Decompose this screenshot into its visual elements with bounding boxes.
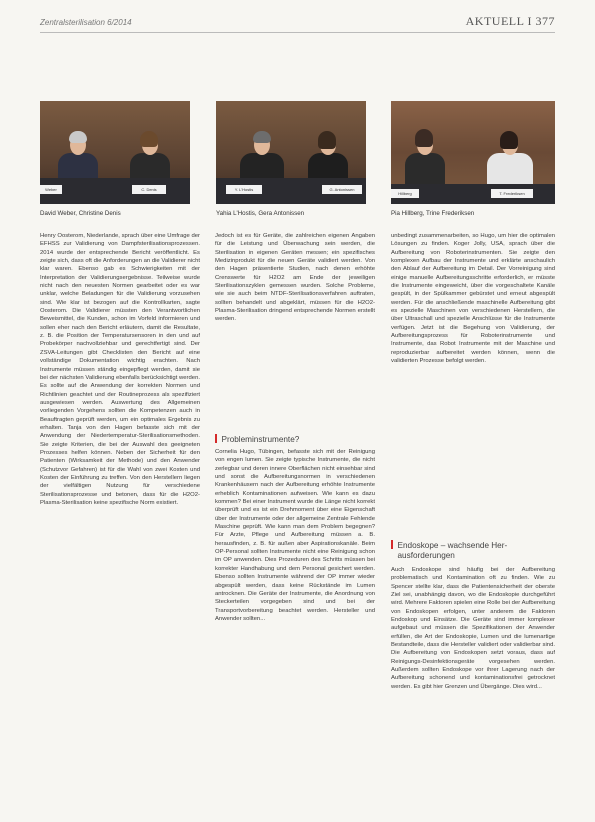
nameplate-antonissen: G. Antonissen [322, 185, 362, 194]
accent-bar [391, 540, 393, 549]
photo-hillberg-frederiksen [391, 101, 555, 204]
paragraph: unbedingt zusammenarbeiten, so Hugo, um hier die optimalen Lösungen zu finden. Koger Jolly, USA, sprach über die Aufbereitung von Roboterinstrumenten. Sie zeigte den komplexen Aufbau der Instrumente und erklärte anschaulich den Ablauf der Aufbereitung im Detail. Der Vorreinigung sind einige manuelle Aufbereitungsschritte erforderlich, er müsste die Instrumente eingeweicht, über die vorgeschaltete Kanäle gespült, in der Spülkammer gebürstet und erneut abgespült werden. Für die anschließende maschinelle Aufbereitung gibt es spezielle Maschinen von verschiedenen Herstellern, die über Ultraschall und spezielle Anschlüsse für die Instrumente verfügen. Jetzt ist die Begehung von Validierung, der Aufbereitungsprozess für Roboterinstrumente und Instrumente, das Robot Instrumente mit der Maschine und reproduzierbar aufbereitet werden können, wenn die validierten Prozesse befolgt werden. [391, 233, 555, 365]
header-rule [40, 32, 555, 33]
subheading-endoskope: Endoskope – wachsende Her- ausforderungen [391, 540, 555, 561]
nameplate-lhostis: Y. L'Hostis [226, 185, 262, 194]
caption-photo-3: Pia Hillberg, Trine Frederiksen [391, 210, 475, 217]
subheading-probleminstrumente: Probleminstrumente? [215, 434, 375, 445]
nameplate-weber: Weber [40, 185, 62, 194]
text-column-3b [391, 566, 555, 812]
section-label: AKTUELL I 377 [465, 14, 555, 28]
paragraph: Jedoch ist es für Geräte, die zahlreichen eigenen Angaben für die Leistung und Überwachung sein werden, die Sterilisation in eigenen Geräten messen; ein spezifisches Medizinprodukt für die neuen Geräte validiert werden. Von den Hagen präsentierte Studien, nach denen erhöhte Crenswerte für H2O2 am Ende der jeweiligen Sterilisationszyklen gemessen wurden. Solche Probleme, wie sie auch beim NTDF-Sterilisationsverfahren auftraten, sollten behandelt und abgeklärt, müssen für die H2O2-Plasma-Sterilisation dringend entsprechende Normen erstellt werden. [215, 233, 375, 323]
caption-photo-2: Yahia L'Hostis, Gera Antonissen [216, 210, 305, 217]
caption-photo-1: David Weber, Christine Denis [40, 210, 121, 217]
page-header [40, 14, 555, 30]
text-column-2b [215, 448, 375, 812]
paragraph: Cornelia Hugo, Tübingen, befasste sich mit der Reinigung von engen lumen. Sie zeigte typische Instrumente, die nicht zerlegbar und deren innere Oberflächen nicht einsehbar sind und sonst die Aufbereitungsnormen in verschiedenen Krankenhäusern nach der Aufbereitung erhöhte Instrumente erheblich Kontaminationen aufweisen. Wie kann es dazu kommen? Bei einer Instrument wurde die Länge nicht korrekt überprüft und es ist ein Drehmoment über eine Eigenschaft über der Instrumente oder der allgemeine Zentrale Fehlende Maschine geprüft. Wie kann man dem Problem begegnen? Für Arzte, Pflege und Aufbereitung müssen a. B. herausfinden, z. B. für außen aber Aspirationskanäle. Beim OP-Personal sollten Instrumente nicht eine Reinigung schon im OP anwenden. Dies Prozeduren des Schritts müssen bei korrekter Handhabung und dem Personal gesichert werden. Ebenso sollten Instrumente während der OP immer wieder abgespült werden, dass keine Rückstände im Lumen antrocknen. Die Geräte der Instrumente, die Anordnung von Steckerteilen vorgegeben sind und bei der Transportvorbereitung beachtet werden. Hersteller und Anwender sollten... [215, 449, 375, 622]
nameplate-frederiksen: T. Frederiksen [491, 189, 533, 198]
paragraph: Auch Endoskope sind häufig bei der Aufbereitung problematisch und Kontamination oft zu finden. Wie zu Spencer stellte klar, dass die Patientensicherheit der oberste Ziel sei, unabhängig davon, wo die Endoskopie durchgeführt wird. Mehrere Faktoren spielen eine Rolle bei der Aufbereitung von Endoskopen erfolgen, unter anderem die Faktoren Endoskop und Einsätze. Die Geräte sind immer komplexer aufgebaut und müssen die Spezifikationen der Anwender erfüllen, die Art der Endoskopie, Lumen und die lumenartige Bestandteile, dass die Hersteller validiert oder validierbar sind. Die Aufbereitung von Endoskopen setzt voraus, dass auf Reinigungs-Desinfektionsgeräte vorgesehen werden. Außerdem sollten Endoskope vor ihrer Lagerung nach der Aufbereitung schonend und kontaminationsfrei getrocknet werden. Es gibt hier Grenzen und Übergänge. Dies wird... [391, 567, 555, 690]
text-column-3 [391, 232, 555, 510]
accent-bar [215, 434, 217, 443]
nameplate-hillberg: Hillberg [391, 189, 419, 198]
paragraph: Henry Oosterom, Niederlande, sprach über eine Umfrage der EFHSS zur Validierung von Dampfsterilisationsprozessen. 2014 wurde der entsprechende Bericht veröffentlicht. Es zeigte sich, dass oft die Anforderungen an die Validierer nicht klar waren. Ebenso gab es Schwierigkeiten mit der Interpretation der Validierungsergebnisse. Teilweise wurde nicht nach den neuesten Normen gearbeitet oder es war unklar, welche Beladungen für die Validierung vorzusehen sind. Wie klar ist bezogen auf die Kontrollkarten, sagte Oosterom. Die Validierer müssten den Verantwortlichen Beweismittel, die Kunden, schon im Vorfeld informieren und sollen eher nach den Bericht erläutern, damit die Resultate, z. B. die Position der Temperatursensoren in den und auf Probekörper nachvollziehbar und gerechtfertigt sind. Der ZSVA-Leitungen gibt Checklisten den Bericht auf eine vollständige Dokumentation wichtig erachten. Nach Instrumente müssen ständig eingepflegt werden, damit sie bei der nächsten Validierung ebenfalls berücksichtigt werden. Es sollte auf die Anwendung der korrekten Normen und Richtlinien geachtet und der Routineprozess als spezifiziert ausgewiesen werden. Auswertung des Allgemeinen vorliegenden Vorgehens sollten die Kompetenzen auch in Beauftragten geprüft werden, um ein optimales Ergebnis zu erhalten. Tanja von den Hagen befasste sich mit der Anwendung der Niedertemperatur-Sterilisationsmethoden. Sie zeigte Kriterien, die bei der Auswahl des geeigneten Prozesses helfen können. Neben der Sicherheit für den Patienten (Wirksamkeit der Methode) und den Anwender (Schutzvor Gefahren) ist für die Wahl von zwei Kosten und Kosten der Einführung zu treffen. Von den Herstellern liegen der vielfältigen Nutzung für verschiedene Sterilisationsprozesse und betonen, dass für die H2O2-Plasma-Sterilisation keine spezifische Norm existiert. [40, 233, 200, 506]
nameplate-denis: C. Denis [132, 185, 166, 194]
photo-weber-denis [40, 101, 190, 204]
journal-name: Zentralsterilisation 6/2014 [40, 18, 132, 27]
text-column-2 [215, 232, 375, 428]
text-column-1 [40, 232, 200, 812]
photo-lhostis-antonissen [216, 101, 366, 204]
